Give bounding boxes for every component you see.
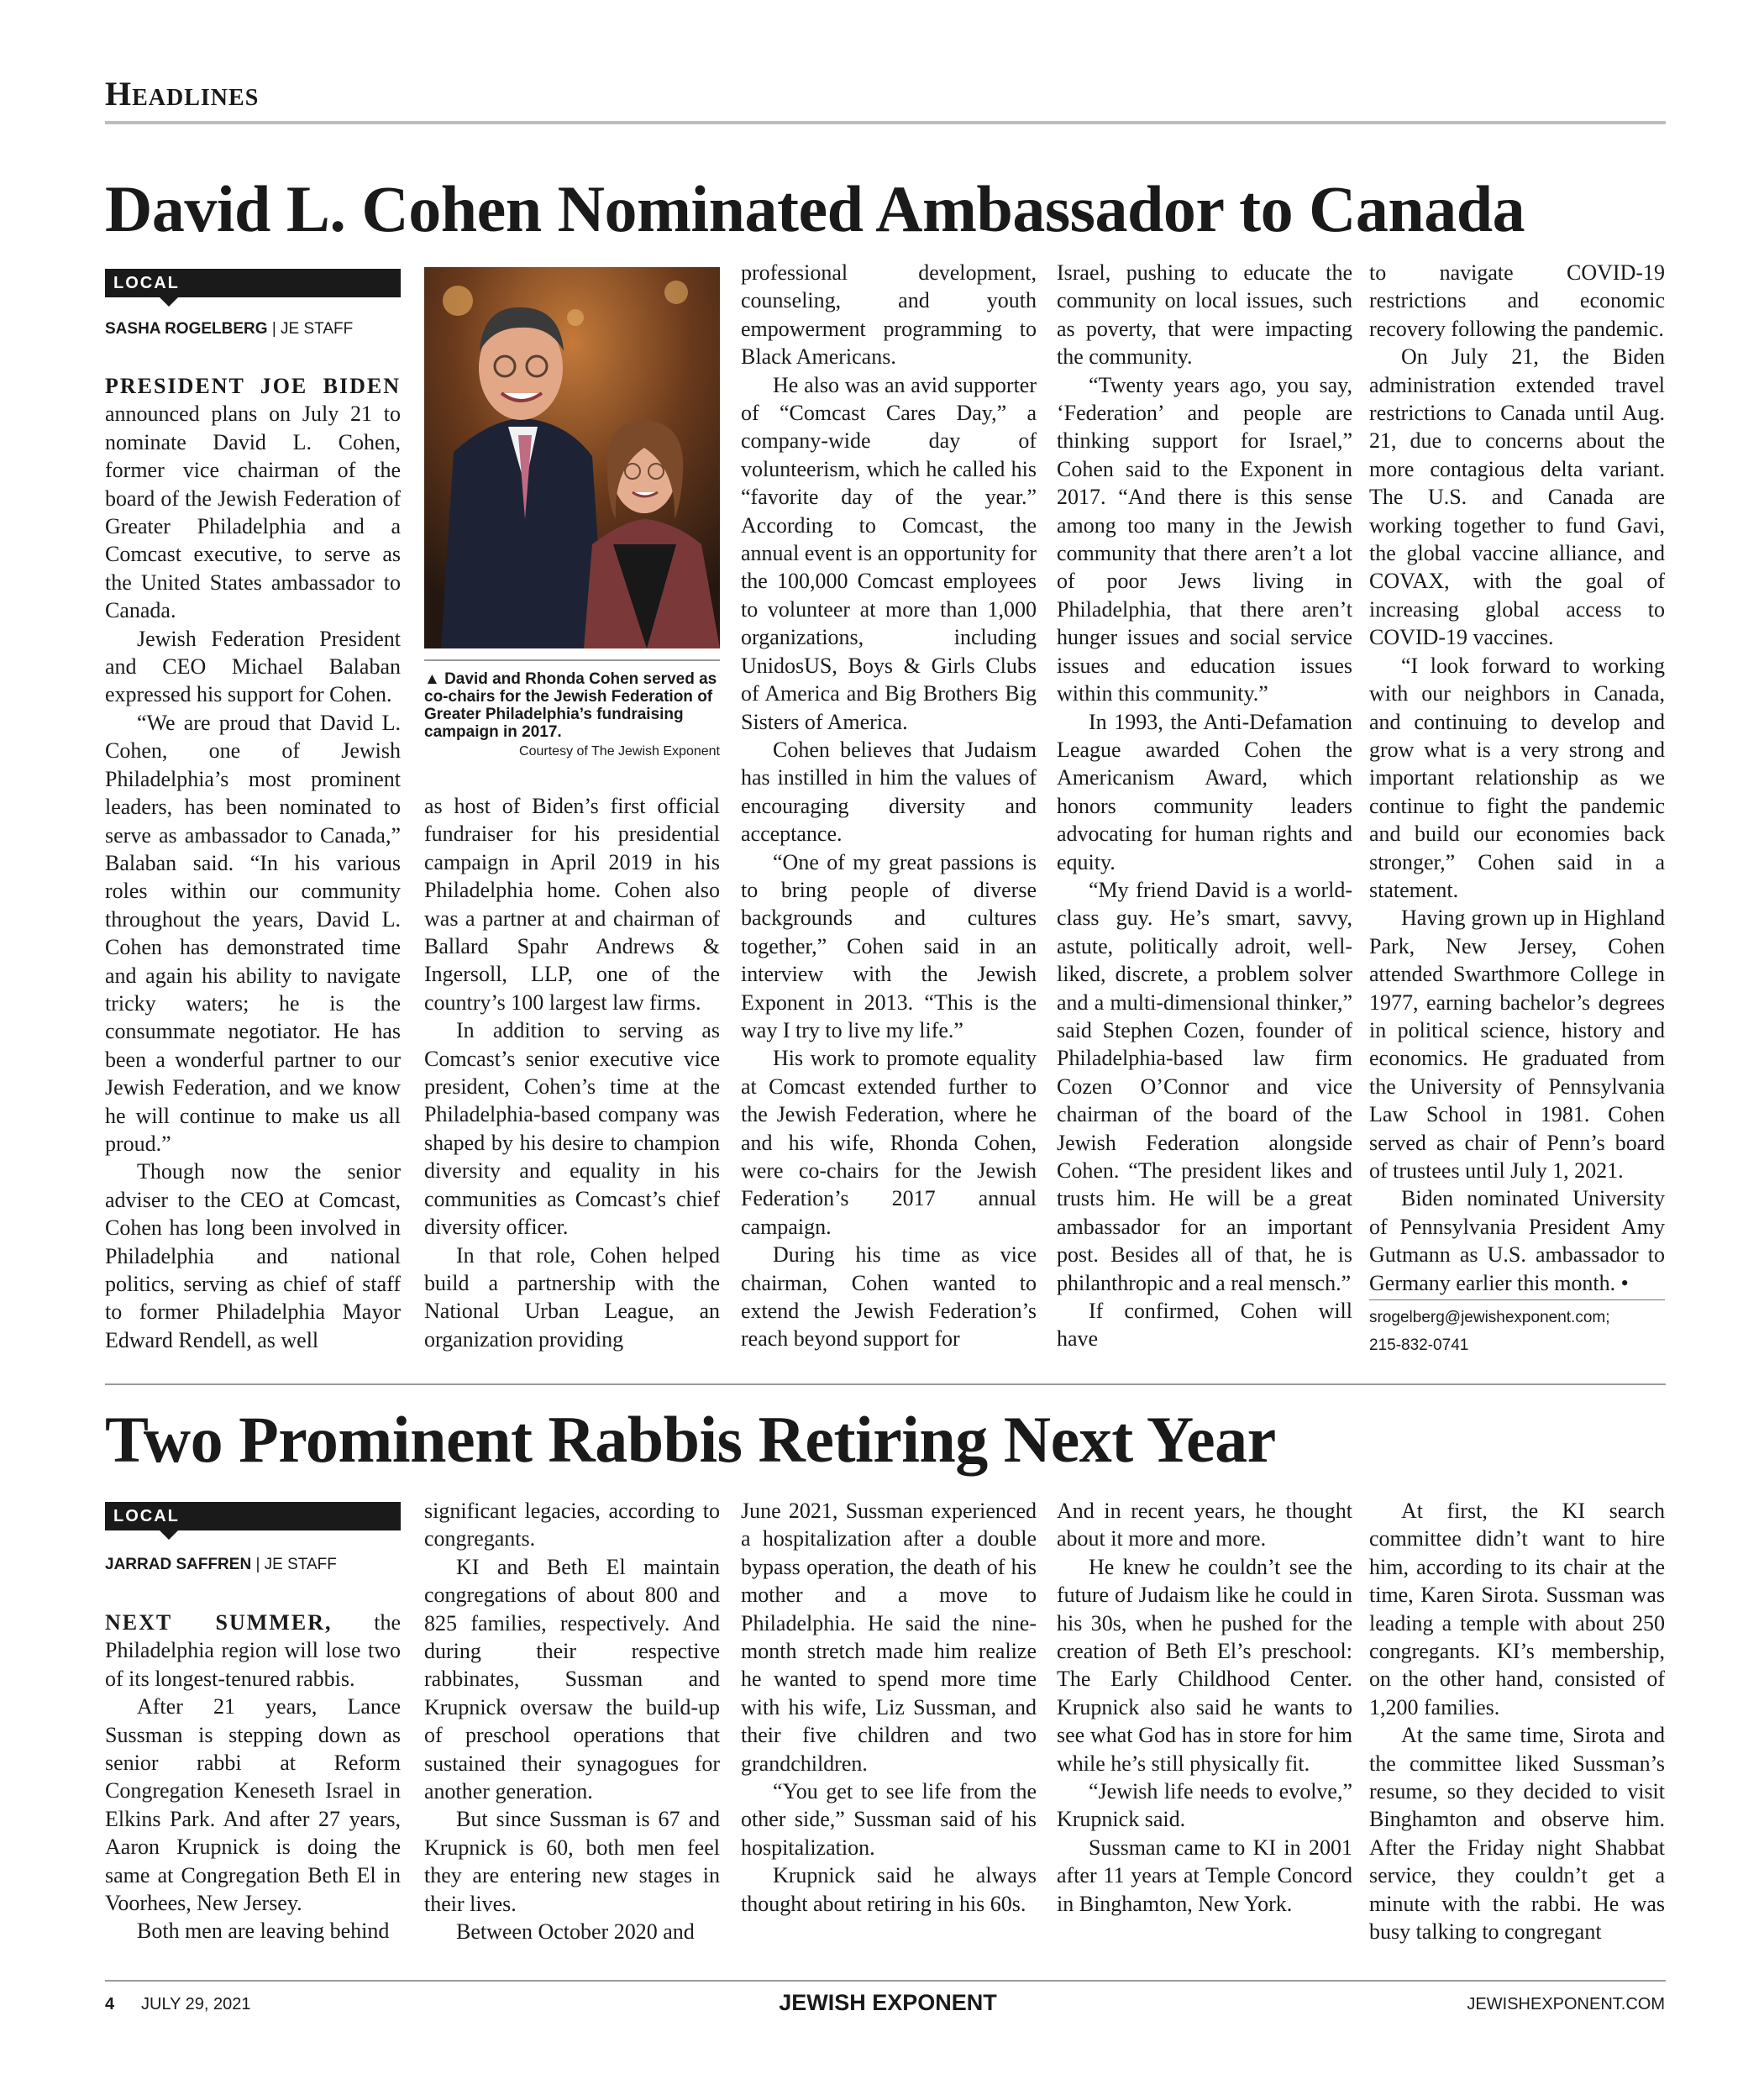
article1-col3-p1: professional development, counseling, and youth empowerment programming to Black Americans. bbox=[741, 260, 1037, 370]
article2-col5-p2: At the same time, Sirota and the committee liked Sussman’s resume, so they decided to visit Binghamton and observe him. After the Friday night Shabbat service, they couldn’t get a minute with the rabbi. He was busy talking to congregant bbox=[1369, 1723, 1665, 1945]
article2-col1-p2: After 21 years, Lance Sussman is stepping down as senior rabbi at Reform Congregation Keneseth Israel in Elkins Park. And after 27 years, Aaron Krupnick is doing the same at Congregation Beth El in Voorhees, New Jersey. bbox=[105, 1694, 401, 1916]
article2-col2-p2: KI and Beth El maintain congregations of about 800 and 825 families, respectively. And during their respective rabbinates, Sussman and Krupnick oversaw the build-up of preschool operations that sustained their synagogues for another generation. bbox=[424, 1554, 720, 1804]
article2-col4-p3: “Jewish life needs to evolve,” Krupnick said. bbox=[1057, 1779, 1352, 1832]
article2-col3-p1: June 2021, Sussman experienced a hospitalization after a double bypass operation, the death of his mother and a move to Philadelphia. He said the nine-month stretch made him realize he wanted to spend more time with his wife, Liz Sussman, and their five children and two grandchildren. bbox=[741, 1499, 1037, 1776]
tag-notch bbox=[160, 297, 178, 307]
header-rule bbox=[105, 121, 1666, 124]
article2-col5 bbox=[1369, 1497, 1665, 1946]
byline-name: JARRAD SAFFREN bbox=[105, 1556, 252, 1573]
cohen-photo bbox=[424, 267, 720, 648]
article1-col3-p6: During his time as vice chairman, Cohen wanted to extend the Jewish Federation’s reach beyond support for bbox=[741, 1242, 1037, 1352]
article1-col4 bbox=[1057, 259, 1352, 1353]
article1-col1-p4: Though now the senior adviser to the CEO at Comcast, Cohen has long been involved in Philadelphia and national politics, serving as chief of staff to former Philadelphia Mayor Edward Rendell, as well bbox=[105, 1159, 401, 1352]
section-label: Headlines bbox=[105, 75, 260, 113]
footer-rule bbox=[105, 1980, 1666, 1982]
article1-col4-p4: “My friend David is a world-class guy. He’s smart, savvy, astute, politically adroit, well-liked, discrete, a problem solver and a multi-dimensional thinker,” said Stephen Cozen, founder of Philadelphia-based law firm Cozen O’Connor and vice chairman of the board of the Jewish Federation alongside Cohen. “The president likes and trusts him. He will be a great ambassador for an important post. Besides all of that, he is philanthropic and a real mensch.” bbox=[1057, 877, 1352, 1295]
article2-col4-p1: And in recent years, he thought about it more and more. bbox=[1057, 1499, 1352, 1551]
article2-col1 bbox=[105, 1609, 401, 1945]
article1-col5-p5: Biden nominated University of Pennsylvania President Amy Gutmann as U.S. ambassador to Germany earlier this month. • bbox=[1369, 1186, 1665, 1295]
article1-col1-p1: PRESIDENT JOE BIDEN announced plans on July 21 to nominate David L. Cohen, former vice chairman of the board of the Jewish Federation of Greater Philadelphia and a Comcast executive, to serve as the United States ambassador to Canada. bbox=[105, 374, 401, 623]
article1-col1 bbox=[105, 372, 401, 1354]
article1-col2-p1: as host of Biden’s first official fundraiser for his presidential campaign in April 2019 in his Philadelphia home. Cohen also was a partner at and chairman of Ballard Spahr Andrews & Ingersoll, LLP, one of the country’s 100 largest law firms. bbox=[424, 794, 720, 1015]
article1-col3 bbox=[741, 259, 1037, 1353]
article1-col3-p4: “One of my great passions is to bring people of diverse backgrounds and cultures together,” Cohen said in an interview with the Jewish Exponent in 2013. “This is the way I try to live my life.” bbox=[741, 849, 1037, 1042]
article1-col3-p3: Cohen believes that Judaism has instilled in him the values of encouraging diversity and acceptance. bbox=[741, 737, 1037, 847]
author-phone: 215-832-0741 bbox=[1369, 1336, 1469, 1354]
website-link[interactable]: JEWISHEXPONENT.COM bbox=[1467, 1995, 1665, 2013]
byline-name: SASHA ROGELBERG bbox=[105, 320, 268, 338]
article2-col2 bbox=[424, 1497, 720, 1946]
article1-col3-p2: He also was an avid supporter of “Comcast Cares Day,” a company-wide day of volunteerism, which he called his “favorite day of the year.” According to Comcast, the annual event is an opportunity for the 100,000 Comcast employees to volunteer at more than 1,000 organizations, including UnidosUS, Boys & Girls Clubs of America and Big Brothers Big Sisters of America. bbox=[741, 372, 1037, 734]
contact-rule bbox=[1369, 1299, 1665, 1300]
article2-col3-p3: Krupnick said he always thought about retiring in his 60s. bbox=[741, 1863, 1037, 1916]
article1-col2-p2: In addition to serving as Comcast’s senior executive vice president, Cohen’s time at the Philadelphia-based company was shaped by his desire to champion diversity and equality in his communities as Comcast’s chief diversity officer. bbox=[424, 1018, 720, 1240]
article2-col3-p2: “You get to see life from the other side,” Sussman said of his hospitalization. bbox=[741, 1779, 1037, 1860]
article1-col3-p5: His work to promote equality at Comcast extended further to the Jewish Federation, where he and his wife, Rhonda Cohen, were co-chairs for the Jewish Federation’s 2017 annual campaign. bbox=[741, 1046, 1037, 1239]
article2-col5-p1: At first, the KI search committee didn’t want to hire him, according to its chair at the time, Karen Sirota. Sussman was leading a temple with about 250 congregants. KI’s membership, on the other hand, consisted of 1,200 families. bbox=[1369, 1499, 1665, 1719]
article2-col4-p4: Sussman came to KI in 2001 after 11 years at Temple Concord in Binghamton, New York. bbox=[1057, 1835, 1352, 1916]
article1-col4-p5: If confirmed, Cohen will have bbox=[1057, 1299, 1352, 1352]
author-contact bbox=[1369, 1304, 1665, 1359]
byline-role: | JE STAFF bbox=[251, 1556, 337, 1573]
article-divider bbox=[105, 1383, 1666, 1385]
article1-col5-p3: “I look forward to working with our neighbors in Canada, and continuing to develop and grow what is a very strong and important relationship as we continue to fight the pandemic and build our economies back stronger,” Cohen said in a statement. bbox=[1369, 653, 1665, 902]
photo-caption: ▲ David and Rhonda Cohen served as co-chairs for the Jewish Federation of Greater Philadelphia’s fundraising campaign in 2017. bbox=[424, 670, 717, 741]
publication-name: JEWISH EXPONENT bbox=[779, 1990, 997, 2015]
article1-col4-p2: “Twenty years ago, you say, ‘Federation’ and people are thinking support for Israel,” Cohen said to the Exponent in 2017. “And there is this sense among too many in the Jewish community that there aren’t a lot of poor Jews living in Philadelphia, that there aren’t hunger issues and social service issues and education issues within this community.” bbox=[1057, 372, 1352, 706]
article2-col4 bbox=[1057, 1497, 1352, 1918]
byline-role: | JE STAFF bbox=[267, 320, 354, 338]
photo-credit: Courtesy of The Jewish Exponent bbox=[519, 744, 720, 759]
article2-col1-p1: NEXT SUMMER, the Philadelphia region will lose two of its longest-tenured rabbis. bbox=[105, 1610, 401, 1691]
article1-col1-p3: “We are proud that David L. Cohen, one of Jewish Philadelphia’s most prominent leaders, has been nominated to serve as ambassador to Canada,” Balaban said. “In his various roles within our community throughout the years, David L. Cohen has demonstrated time and again his ability to navigate tricky waters; he is the consummate negotiator. He has been a wonderful partner to our Jewish Federation, and we know he will continue to make us all proud.” bbox=[105, 710, 401, 1156]
author-email[interactable]: srogelberg@jewishexponent.com; bbox=[1369, 1309, 1610, 1326]
article1-col4-p3: In 1993, the Anti-Defamation League awarded Cohen the Americanism Award, which honors community leaders advocating for human rights and equity. bbox=[1057, 709, 1352, 874]
article1-col4-p1: Israel, pushing to educate the community on local issues, such as poverty, that were impacting the community. bbox=[1057, 260, 1352, 370]
article1-headline: David L. Cohen Nominated Ambassador to Canada bbox=[105, 172, 1525, 245]
photo-illustration bbox=[424, 267, 720, 648]
caption-rule bbox=[424, 659, 720, 661]
article1-byline bbox=[105, 320, 353, 339]
article2-col4-p2: He knew he couldn’t see the future of Judaism like he could in his 30s, when he pushed for the creation of Beth El’s preschool: The Early Childhood Center. Krupnick also said he wants to see what God has in store for him while he’s still physically fit. bbox=[1057, 1554, 1352, 1776]
article1-col5 bbox=[1369, 259, 1665, 1297]
article2-local-tag: LOCAL bbox=[105, 1502, 401, 1530]
page-number: 4 bbox=[105, 1995, 115, 2013]
article1-col2-p3: In that role, Cohen helped build a partnership with the National Urban League, an organization providing bbox=[424, 1242, 720, 1352]
article2-col2-p1: significant legacies, according to congregants. bbox=[424, 1499, 720, 1551]
article2-lede: NEXT SUMMER, bbox=[105, 1610, 333, 1635]
issue-date: JULY 29, 2021 bbox=[141, 1995, 251, 2013]
article2-col2-p3: But since Sussman is 67 and Krupnick is 60, both men feel they are entering new stages in their lives. bbox=[424, 1807, 720, 1916]
article2-col2-p4: Between October 2020 and bbox=[456, 1919, 695, 1945]
article2-col1-p3: Both men are leaving behind bbox=[137, 1919, 390, 1944]
article1-col5-p2: On July 21, the Biden administration extended travel restrictions to Canada until Aug. 21, due to concerns about the more contagious delta variant. The U.S. and Canada are working together to fund Gavi, the global vaccine alliance, and COVAX, with the goal of increasing global access to COVID-19 vaccines. bbox=[1369, 344, 1665, 650]
article1-col5-p4: Having grown up in Highland Park, New Jersey, Cohen attended Swarthmore College in 1977, earning bachelor’s degrees in political science, history and economics. He graduated from the University of Pennsylvania Law School in 1981. Cohen served as chair of Penn’s board of trustees until July 1, 2021. bbox=[1369, 906, 1665, 1183]
article1-col5-p1: to navigate COVID-19 restrictions and economic recovery following the pandemic. bbox=[1369, 260, 1665, 341]
article1-lede: PRESIDENT JOE BIDEN bbox=[105, 374, 401, 398]
article1-col2 bbox=[424, 792, 720, 1353]
article2-col3 bbox=[741, 1497, 1037, 1918]
article2-byline bbox=[105, 1556, 337, 1574]
article1-col1-p2: Jewish Federation President and CEO Michael Balaban expressed his support for Cohen. bbox=[105, 626, 401, 707]
article2-headline: Two Prominent Rabbis Retiring Next Year bbox=[105, 1403, 1276, 1476]
tag-notch bbox=[160, 1530, 178, 1540]
article1-local-tag: LOCAL bbox=[105, 269, 401, 297]
